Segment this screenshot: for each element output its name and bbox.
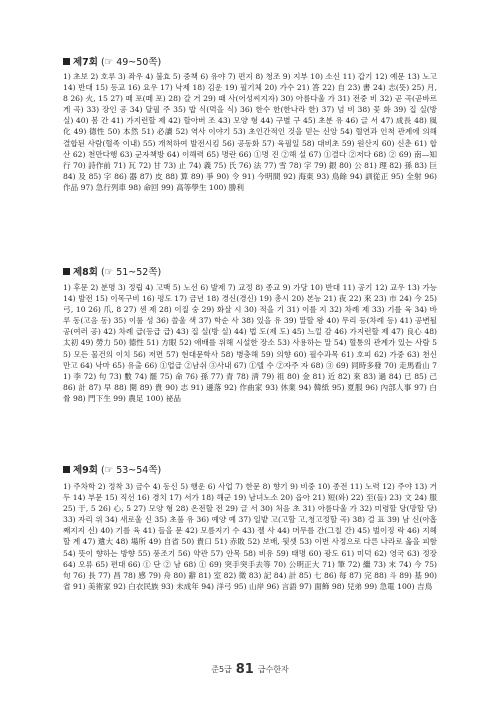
section-pages: (☞ 49~50쪽) bbox=[100, 57, 162, 68]
square-bullet-icon bbox=[63, 466, 70, 473]
section-title: 제8회 bbox=[73, 267, 98, 278]
page-number: 81 bbox=[235, 662, 254, 677]
section-8-title bbox=[63, 264, 161, 278]
page-footer bbox=[0, 662, 500, 677]
footer-right-label: 급수한자 bbox=[257, 665, 289, 674]
section-title: 제7회 bbox=[73, 57, 98, 68]
section-9-title bbox=[63, 462, 161, 476]
footer-left-label: 준5급 bbox=[211, 665, 232, 674]
section-8-answers: 1) 후문 2) 분명 3) 정립 4) 고백 5) 노선 6) 발제 7) 교정 8) 종교 9) 가당 10) 반대 11) 공기 12) 교우 13) 가능 14) 발전 15) 이목구비 16) 평도 17) 금년 18) 경신(경신) 19) 총시 20) 본능 21) 夜 22) 來 23) 市 24) 今 25) 弓, 10 26) 爪, 8 27) 센 제 28) 이질 숭 29) 화살 시 30) 적을 기 31) 이를 지 32) 차례 제 33) 기를 육 34) 바루 동(고음 동) 35) 이룰 성 36) 쓸울 색 37) 학순 사 38) 있을 유 39) 말할 왕 40) 무리 등(차례 등) 41) 공변될 공(여러 공) 42) 차례 급(등급 급) 43) 집 실(방 실) 44) 법 도(제 도) 45) 느낄 감 46) 가지런할 제 47) 良心 48) 太初 49) 勞力 50) 德性 51) 方眼 52) 애배를 위해 시설한 장소 53) 사용하는 말 54) 혈통의 관계가 있는 사람 55) 모든 물건의 이치 56) 저면 57) 현대문학사 58) 병충해 59) 의향 60) 필수과목 61) 호피 62) 가중 63) 천신만고 64) 낙마 65) 유출 66) ①업급 ②남쉬 ③사내 67) ①텔 수 ②자주 자 68) ③ 69) 同時多發 70) 走馬看山 71) 李 72) 句 73) 數 74) 罷 75) 命 76) 孫 77) 青 78) 淸 79) 祖 80) 金 81) 近 82) 來 83) 過 84) 已 85) 己 86) 計 87) 早 88) 開 89) 貴 90) 志 91) 遜落 92) 作曲家 93) 休業 94) 韓紙 95) 夏服 96) 內部人事 97) 白骨 98) 門下生 99) 農足 100) 祕品 bbox=[63, 283, 437, 403]
section-7-answers: 1) 초보 2) 호루 3) 좌우 4) 불효 5) 중책 6) 유야 7) 편지 8) 청조 9) 지부 10) 소신 11) 갑기 12) 예문 13) 노고 14) 반대 15) 등교 16) 요우 17) 낙제 18) 김운 19) 필기체 20) 가수 21) 答 22) 自 23) 書 24) 志(뜻) 25) 月, 8 26) 火, 15 27) 떼 포(떼 포) 28) 갈 거 29) 때 사(어성씨지자) 30) 아름다울 가 31) 전중 비 32) 곧 곡(곧바르게 곡) 33) 장인 공 34) 달필 주 35) 밥 식(먹을 식) 36) 한수 한(한나라 한) 37) 넘 비 38) 꽃 화 39) 집 실(방 실) 40) 봄 간 41) 가지런할 제 42) 할아버 조 43) 모양 형 44) 구별 구 45) 초분 유 46) 글 서 47) 成長 48) 風化 49) 德性 50) 本然 51) 必讀 52) 역사 이야기 53) 초인간적인 것을 믿는 신앙 54) 혈연과 인척 관계에 의해 결합된 사람(혈족 이내) 55) 개척하여 발전시킴 56) 공동화 57) 육필일 58) 대비초 59) 원산지 60) 신춘 61) 합산 62) 천만다행 63) 군자책방 64) 이해력 65) 명란 66) ①명 진 ②해 설 67) ①결다 ②저다 68) ② 69) 南—知行 70) 詩作前 71) 瓦 72) 甘 73) 止 74) 義 75) 氏 76) 法 77) 雪 78) 字 79) 銀 80) 公 81) 理 82) 孫 83) 巨 84) 及 85) 字 86) 器 87) 皮 88) 算 89) 爭 90) 令 91) 今明間 92) 海東 93) 鳥餘 94) 訓從正 95) 全射 96) 作品 97) 急行列車 98) 命回 99) 高等學生 100) 勝利 bbox=[63, 72, 437, 192]
section-pages: (☞ 53~54쪽) bbox=[100, 465, 162, 476]
section-pages: (☞ 51~52쪽) bbox=[100, 267, 162, 278]
square-bullet-icon bbox=[63, 58, 70, 65]
square-bullet-icon bbox=[63, 268, 70, 275]
section-title: 제9회 bbox=[73, 465, 98, 476]
section-7-title bbox=[63, 54, 161, 68]
section-9-answers: 1) 주차학 2) 정착 3) 금수 4) 동신 5) 행운 6) 사업 7) 한문 8) 향기 9) 비중 10) 종전 11) 노력 12) 주야 13) 거두 14) 부문 15) 직선 16) 경치 17) 서가 18) 해군 19) 남녀노소 20) 읍아 21) 短(와) 22) 至(들) 23) 文 24) 服 25) 于, 5 26) 心, 5 27) 모양 형 28) 온전할 전 29) 글 서 30) 처음 초 31) 아름다울 가 32) 미령할 당(망할 당) 33) 자리 위 34) 새로울 신 35) 초풀 유 36) 예양 예 37) 일밭 고(고할 고,청고정할 곡) 38) 걸 표 39) 남 신(아홉째지지 신) 40) 기를 육 41) 들을 문 42) 모름지기 수 43) 젤 사 44) 머무를 간(그칠 간) 45) 벌이징 락 46) 지헤할 계 47) 遺大 48) 場所 49) 自省 50) 貴口 51) 赤敗 52) 보배, 뒷셋 53) 이번 사정으로 다른 나라로 옮을 피함 54) 뜻이 향하는 방향 55) 풍조기 56) 약관 57) 안목 58) 비유 59) 태명 60) 광도 61) 미덕 62) 영국 63) 정장 64) 오류 65) 편대 66) ① 단 ② 남 68) ① 69) 突手突手去等 70) 公明正大 71) 筆 72) 繼 73) 末 74) 今 75) 句 76) 長 77) 昌 78) 感 79) 舟 80) 辭 81) 室 82) 徵 83) 記 84) 計 85) 七 86) 每 87) 完 88) 斗 89) 基 90) 省 91) 美術家 92) 白衣民族 93) 未成年 94) 洋弓 95) 山岸 96) 言語 97) 面飾 98) 兒弟 99) 急電 100) 吉鳥 bbox=[63, 482, 437, 591]
